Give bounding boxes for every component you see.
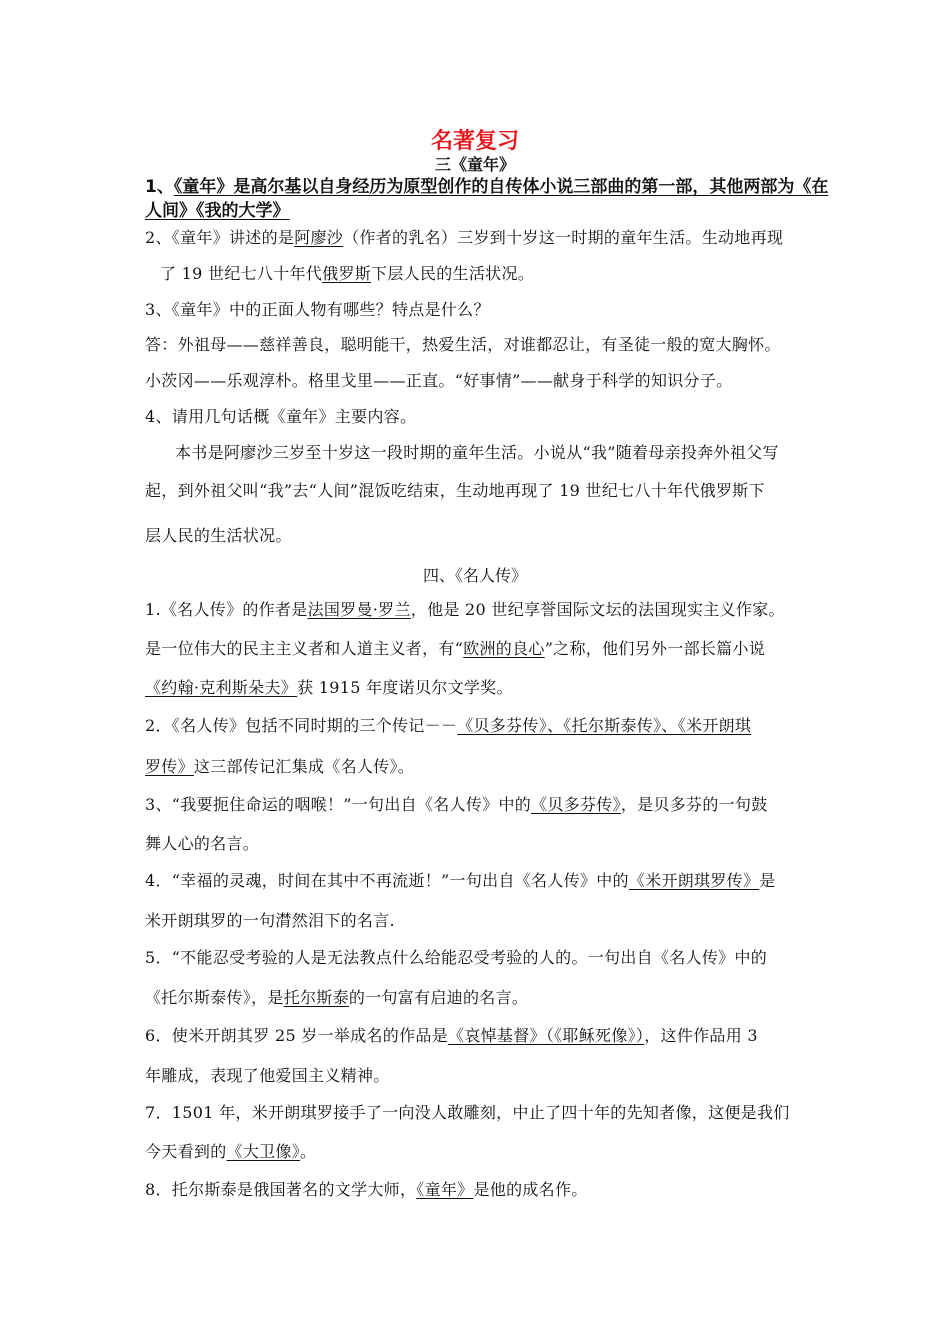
s3-item1-line2: 人间》《我的大学》 xyxy=(145,201,290,221)
s4-item1-line2: 是一位伟大的民主主义者和人道主义者，有“欧洲的良心”之称，他们另外一部长篇小说 xyxy=(145,639,766,658)
s3-item4-line1: 本书是阿廖沙三岁至十岁这一段时期的童年生活。小说从“我”随着母亲投奔外祖父写 xyxy=(175,443,779,462)
s4-item2-line2: 罗传》这三部传记汇集成《名人传》。 xyxy=(145,757,415,776)
s4-item4-line1: 4．“幸福的灵魂，时间在其中不再流逝！”一句出自《名人传》中的《米开朗琪罗传》是 xyxy=(145,871,776,890)
s3-item4-question: 4、请用几句话概《童年》主要内容。 xyxy=(145,407,417,426)
s4-item1-line3: 《约翰·克利斯朵夫》获 1915 年度诺贝尔文学奖。 xyxy=(145,678,513,697)
page-title: 名著复习 xyxy=(430,129,519,154)
s3-item3-answer1: 答：外祖母——慈祥善良，聪明能干，热爱生活，对谁都忍让，有圣徒一般的宽大胸怀。 xyxy=(145,335,781,354)
s4-item7-line2: 今天看到的《大卫像》。 xyxy=(145,1142,317,1161)
s4-item7-line1: 7．1501 年，米开朗琪罗接手了一向没人敢雕刻，中止了四十年的先知者像，这便是我们 xyxy=(145,1103,790,1122)
s4-item3-line2: 舞人心的名言。 xyxy=(145,834,260,853)
s3-item2-line1: 2、《童年》讲述的是阿廖沙（作者的乳名）三岁到十岁这一时期的童年生活。生动地再现 xyxy=(145,228,784,247)
s4-item5-line2: 《托尔斯泰传》，是托尔斯泰的一句富有启迪的名言。 xyxy=(145,988,529,1007)
s4-item2-line1: 2．《名人传》包括不同时期的三个传记－－《贝多芬传》、《托尔斯泰传》、《米开朗琪 xyxy=(145,716,752,735)
s3-item3-question: 3、《童年》中的正面人物有哪些？特点是什么？ xyxy=(145,300,490,319)
s4-item6-line1: 6．使米开朗其罗 25 岁一举成名的作品是《哀悼基督》（《耶稣死像》），这件作品用 3 xyxy=(145,1026,758,1045)
s3-item4-line3: 层人民的生活状况。 xyxy=(145,526,292,545)
s3-item2-line2: 了 19 世纪七八十年代俄罗斯下层人民的生活状况。 xyxy=(160,264,535,283)
s3-item1-line1: 1、《童年》是高尔基以自身经历为原型创作的自传体小说三部曲的第一部，其他两部为《在 xyxy=(145,177,829,197)
s4-item3-line1: 3、“我要扼住命运的咽喉！”一句出自《名人传》中的《贝多芬传》，是贝多芬的一句鼓 xyxy=(145,795,768,814)
s4-item5-line1: 5．“不能忍受考验的人是无法教点什么给能忍受考验的人的。一句出自《名人传》中的 xyxy=(145,948,768,967)
section4-heading: 四、《名人传》 xyxy=(422,566,527,585)
section3-heading: 三《童年》 xyxy=(434,155,515,174)
s4-item4-line2: 米开朗琪罗的一句潸然泪下的名言. xyxy=(145,911,395,930)
book-tongnian: 《童年》 xyxy=(173,177,234,197)
s4-item1-line1: 1.《名人传》的作者是法国罗曼·罗兰，他是 20 世纪享誉国际文坛的法国现实主义作家。 xyxy=(145,600,785,619)
s3-item3-answer2: 小茨冈——乐观淳朴。格里戈里——正直。“好事情”——献身于科学的知识分子。 xyxy=(145,371,733,390)
s3-item4-line2: 起，到外祖父叫“我”去“人间”混饭吃结束，生动地再现了 19 世纪七八十年代俄罗斯下 xyxy=(145,481,765,500)
s4-item6-line2: 年雕成，表现了他爱国主义精神。 xyxy=(145,1066,390,1085)
s4-item8-line1: 8．托尔斯泰是俄国著名的文学大师，《童年》是他的成名作。 xyxy=(145,1180,588,1199)
